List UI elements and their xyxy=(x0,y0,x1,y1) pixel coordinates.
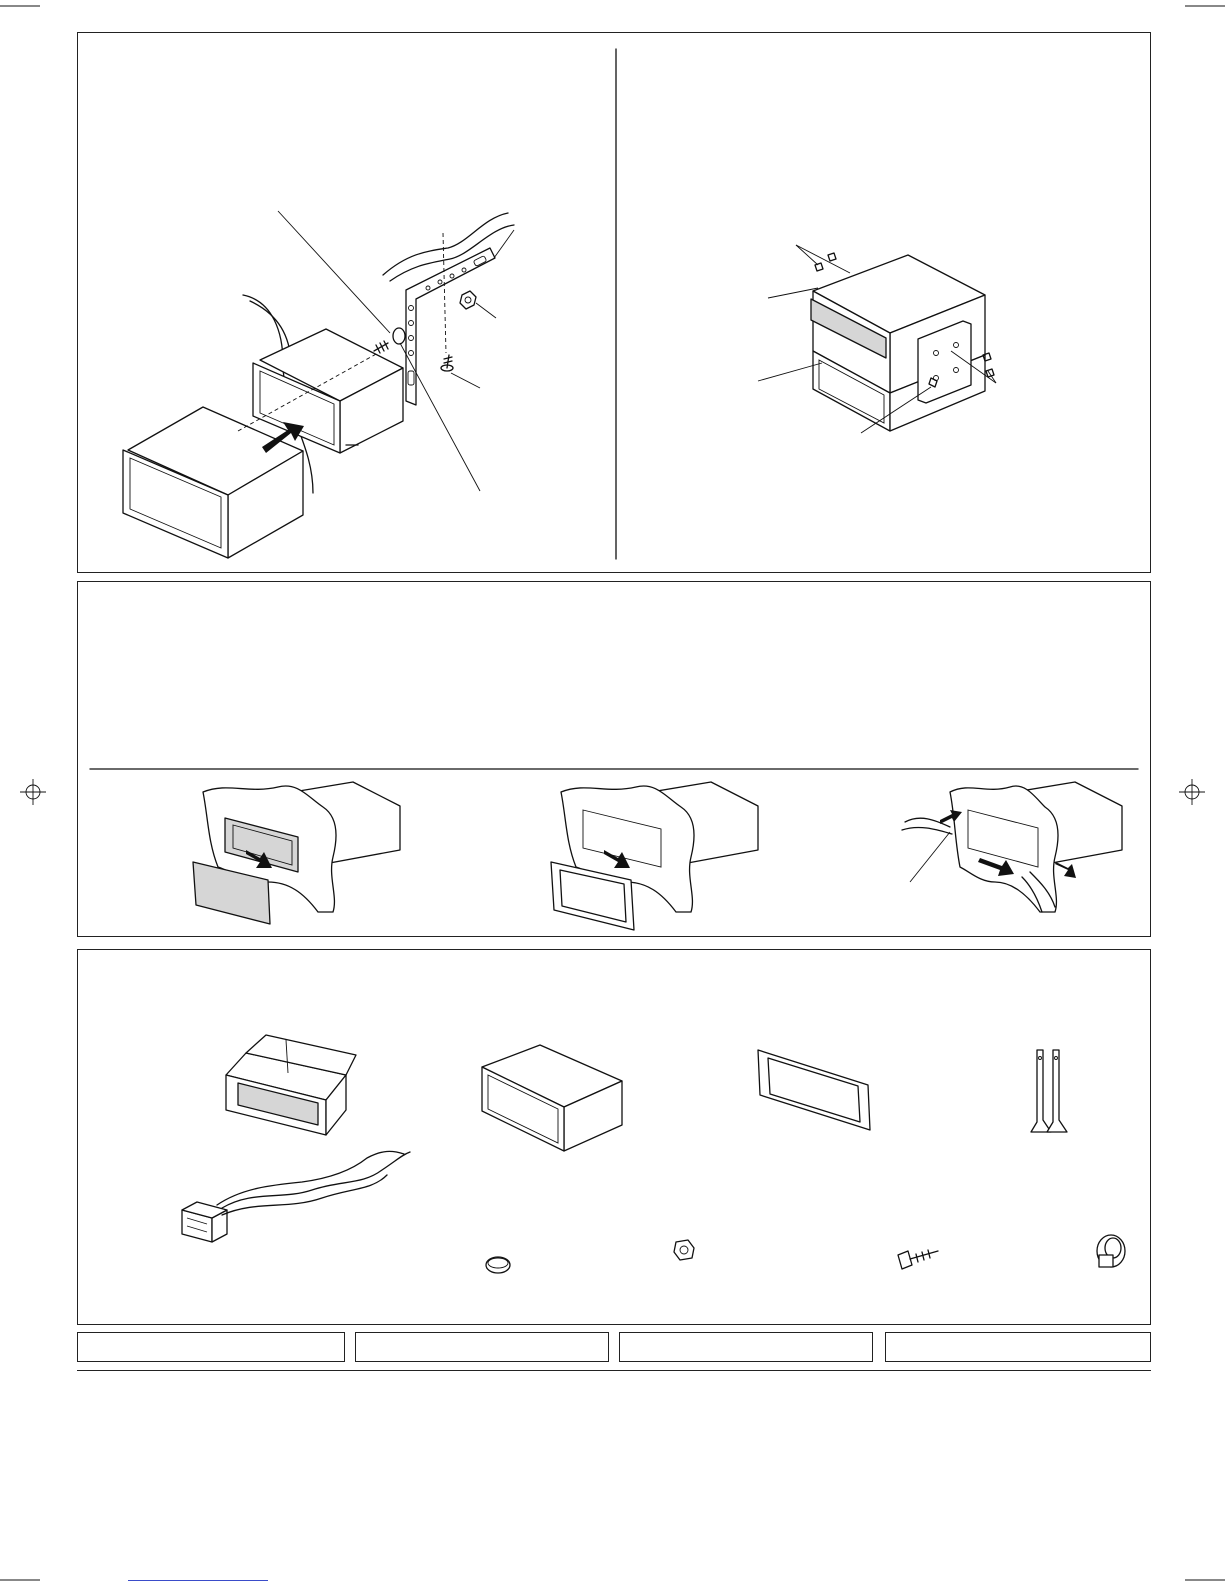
footer-cell-1 xyxy=(77,1332,345,1362)
remove-front-panel-figure xyxy=(193,782,400,924)
in-dash-mounting-figure xyxy=(123,211,514,558)
mounting-sleeve-icon xyxy=(482,1045,622,1151)
remove-trim-plate-figure xyxy=(551,782,758,930)
mounting-bolt-part-icon xyxy=(898,1250,938,1269)
hard-case-icon xyxy=(226,1035,356,1135)
registration-mark-right xyxy=(1179,779,1205,805)
washer-part-icon xyxy=(486,1257,510,1273)
trim-plate-icon xyxy=(758,1050,870,1130)
footer-cell-3 xyxy=(619,1332,873,1362)
car-frame xyxy=(383,213,508,275)
side-mount-figure xyxy=(758,245,996,433)
screw-pair-top xyxy=(815,253,836,271)
removal-panel xyxy=(77,581,1151,937)
footer-cell-2 xyxy=(355,1332,609,1362)
footer-cell-4 xyxy=(885,1332,1151,1362)
washer-icon xyxy=(393,328,405,344)
side-bracket xyxy=(406,248,495,405)
head-unit xyxy=(123,407,303,558)
lock-nut-icon xyxy=(460,291,476,309)
spread-arrow-icon xyxy=(1055,862,1076,878)
installation-illustrations xyxy=(78,33,1152,574)
lock-nut-part-icon xyxy=(674,1240,694,1260)
footer-rule xyxy=(77,1370,1151,1371)
removal-handles-icon xyxy=(1031,1050,1067,1132)
removal-illustrations xyxy=(78,582,1152,938)
registration-mark-left xyxy=(20,779,46,805)
remove-unit-with-handles-figure xyxy=(902,782,1122,912)
mounting-bolt-icon xyxy=(374,341,388,353)
installation-panel xyxy=(77,32,1151,573)
bottom-link-underline[interactable] xyxy=(128,1580,268,1581)
parts-illustrations xyxy=(78,950,1152,1326)
rubber-cushion-part-icon xyxy=(1097,1235,1125,1267)
wiring-harness-icon xyxy=(182,1151,410,1242)
screw-icon xyxy=(441,355,453,371)
parts-panel xyxy=(77,949,1151,1325)
